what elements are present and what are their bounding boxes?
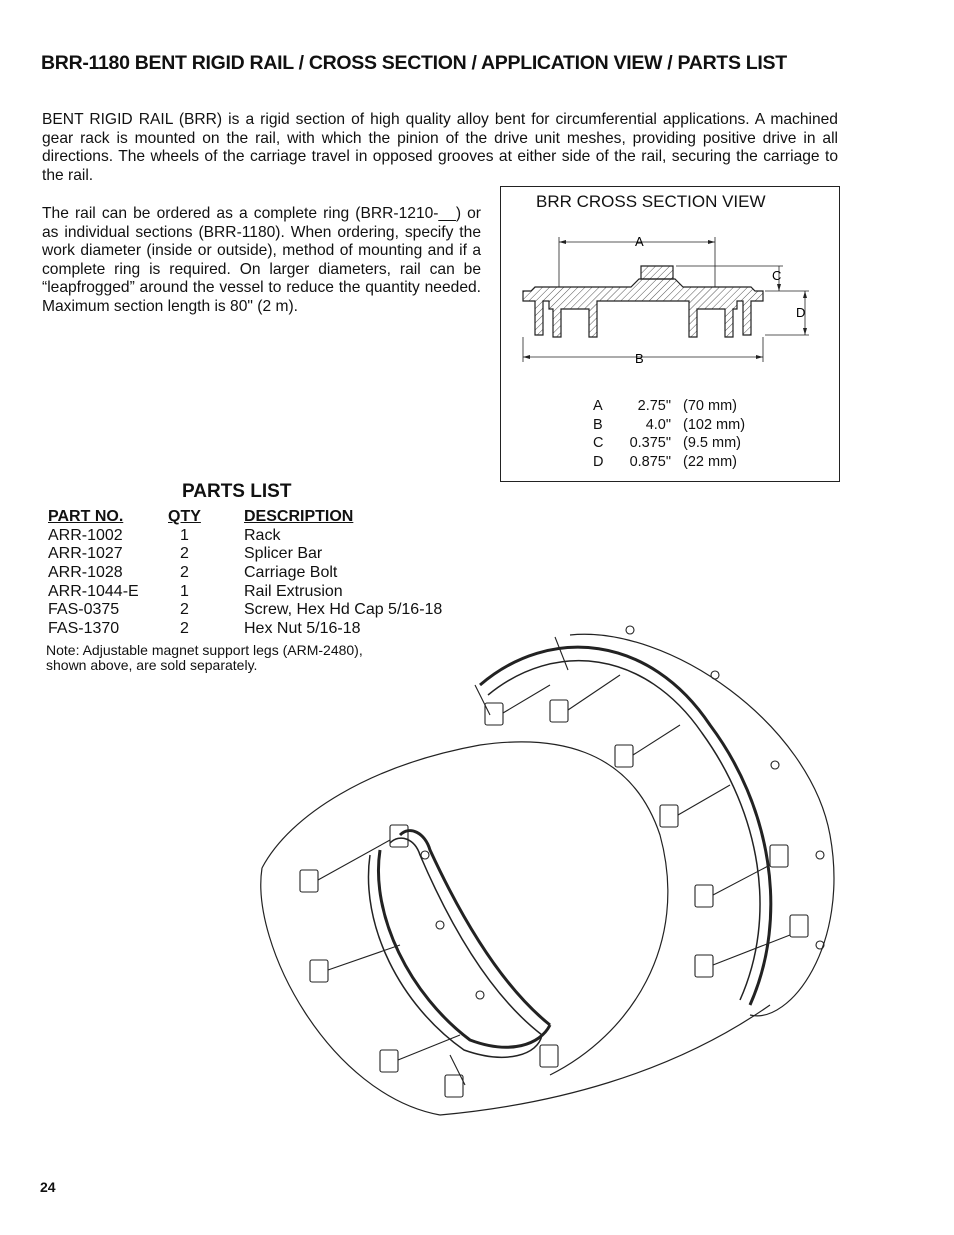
header-description: DESCRIPTION [244,508,354,525]
dimension-row: B 4.0" (102 mm) [593,416,746,433]
parts-note-line2: shown above, are sold separately. [46,657,258,674]
cross-section-panel [500,186,840,482]
page-title: BRR-1180 BENT RIGID RAIL / CROSS SECTION / APPLICATION VIEW / PARTS LIST [41,52,787,74]
header-qty: QTY [168,508,201,525]
dim-label-c: C [772,268,782,283]
parts-list-title: PARTS LIST [182,481,292,502]
page-number: 24 [40,1179,56,1195]
dimension-row: C 0.375" (9.5 mm) [593,435,741,452]
intro-paragraph: BENT RIGID RAIL (BRR) is a rigid section of high quality alloy bent for circumferential applications. A machined gear rack is mounted on the rail, with which the pinion of the drive unit meshes, providing positive drive in all directions. The wheels of the carriage travel in opposed grooves at either side of the rail, securing the carriage to the rail. [42,111,838,184]
dim-label-a: A [635,234,644,249]
cross-section-drawing [501,187,841,387]
application-view-illustration [250,615,850,1155]
dimension-row: A 2.75" (70 mm) [593,398,737,414]
ordering-paragraph: The rail can be ordered as a complete ring (BRR-1210-__) or as individual sections (BRR-1180). When ordering, specify the work diameter (inside or outside), method of mounting and if a complete ring is required. On larger diameters, rail can be “leapfrogged” around the vessel to reduce the quantity needed. Maximum section length is 80" (2 m). [42,205,481,315]
cross-section-title: BRR CROSS SECTION VIEW [536,192,766,211]
parts-note-line1: Note: Adjustable magnet support legs (ARM-2480), [46,642,363,658]
dimension-table [593,397,763,472]
dimension-row: D 0.875" (22 mm) [593,454,737,471]
dim-label-b: B [635,351,644,366]
dim-label-d: D [796,305,806,320]
header-part-no: PART NO. [48,508,124,525]
